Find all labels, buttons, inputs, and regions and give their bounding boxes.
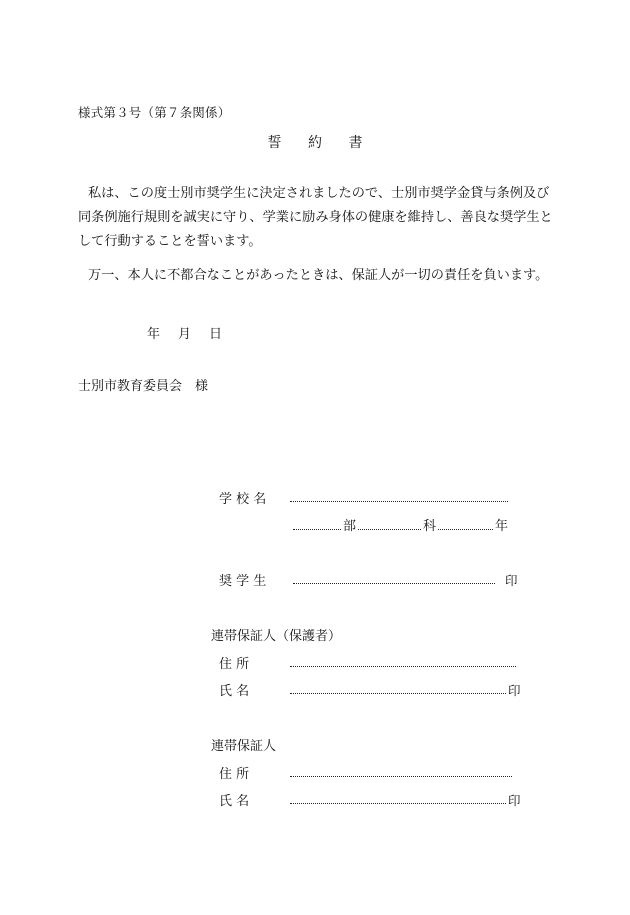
guarantor2-name-label: 氏 名 (219, 794, 250, 809)
guarantor1-name-field[interactable] (290, 693, 506, 694)
addressee: 士別市教育委員会 様 (78, 379, 209, 394)
guarantor2-address-label: 住 所 (219, 767, 250, 782)
guarantor1-address-label: 住 所 (219, 657, 250, 672)
department-field[interactable] (293, 529, 341, 530)
school-name-label: 学 校 名 (219, 492, 267, 507)
pledge-paragraph: 私は、この度士別市奨学生に決定されましたので、士別市奨学金貸与条例及び同条例施行規則を誠実に守り、学業に励み身体の健康を維持し、善良な奨学生として行動することを誓います。 (78, 186, 553, 249)
grade-label: 年 (495, 519, 509, 534)
guarantor1-name-label: 氏 名 (219, 684, 250, 699)
school-name-field[interactable] (290, 501, 508, 502)
liability-paragraph: 万一、本人に不都合なことがあったときは、保証人が一切の責任を負います。 (88, 268, 549, 283)
date-month-label: 月 (178, 327, 192, 342)
document-title (0, 132, 630, 152)
title-char-2: 約 (308, 135, 322, 151)
grade-field[interactable] (438, 529, 493, 530)
guarantor2-heading: 連帯保証人 (211, 739, 277, 754)
date-year-label: 年 (147, 327, 161, 342)
guarantor1-address-field[interactable] (290, 666, 516, 667)
student-name-field[interactable] (293, 583, 495, 584)
title-char-3: 書 (348, 135, 363, 151)
department-label: 部 (343, 519, 357, 534)
guarantor1-seal-mark: 印 (508, 683, 521, 698)
form-number-label: 様式第３号（第７条関係） (78, 105, 231, 120)
guarantor2-address-field[interactable] (290, 776, 512, 777)
guarantor2-name-field[interactable] (290, 803, 506, 804)
course-field[interactable] (358, 529, 421, 530)
date-day-label: 日 (209, 327, 223, 342)
guarantor1-heading: 連帯保証人（保護者） (211, 629, 342, 644)
student-seal-mark: 印 (505, 573, 518, 588)
guarantor2-seal-mark: 印 (508, 793, 521, 808)
student-label: 奨 学 生 (219, 574, 267, 589)
course-label: 科 (423, 519, 437, 534)
title-char-1: 誓 (267, 135, 282, 151)
